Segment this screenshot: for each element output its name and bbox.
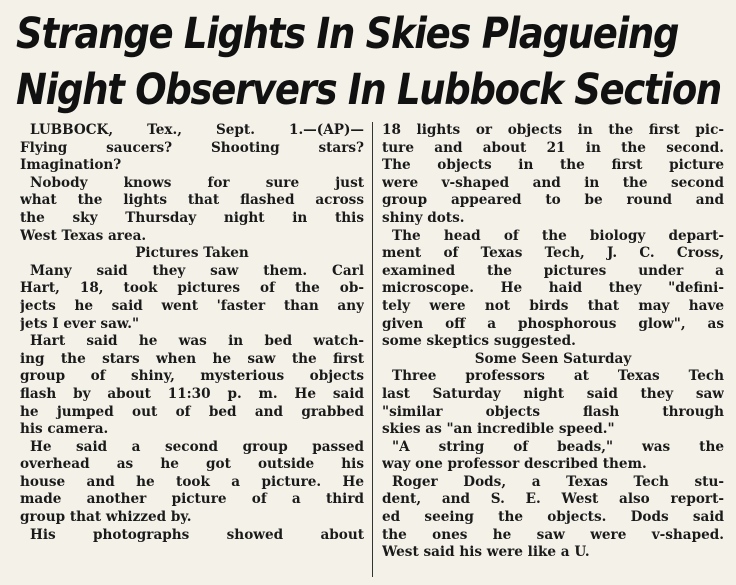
article-text-line: "A string of beads," was the [392,438,724,455]
article-text-line: 18 lights or objects in the first pic- [382,122,724,138]
article-text-line: were v-shaped and in the second [382,174,724,191]
article-text-line: The objects in the first picture [382,157,724,174]
article-text-line: he jumped out of bed and grabbed [20,403,364,420]
article-text-line: ture and about 21 in the second. [382,139,724,156]
article-text-line: shiny dots. [382,209,465,226]
article-text-line: ing the stars when he saw the first [20,350,364,367]
article-text-line: dent, and S. E. West also report- [382,491,724,508]
article-text-line: the sky Thursday night in this [20,209,364,226]
article-text-line: Hart said he was in bed watch- [30,333,364,350]
article-text-line: microscope. He haid they "defini- [382,280,724,297]
article-text-line: ment of Texas Tech, J. C. Cross, [382,245,724,262]
article-text-line: Flying saucers? Shooting stars? [20,139,364,156]
article-text-line: Imagination? [20,157,122,174]
article-text-line: examined the pictures under a [382,262,724,279]
article-text-line: He said a second group passed [30,438,364,455]
article-text-line: group that whizzed by. [20,509,192,526]
article-text-line: tely were not birds that may have [382,297,724,314]
article-text-line: Hart, 18, took pictures of the ob- [20,280,364,297]
article-text-line: way one professor described them. [382,456,647,473]
article-text-line: LUBBOCK, Tex., Sept. 1.—(AP)— [30,122,364,138]
article-text-line: flash by about 11:30 p. m. He said [20,385,364,402]
article-text-line: Roger Dods, a Texas Tech stu- [392,473,724,490]
article-text-line: group appeared to be round and [382,192,724,209]
article-text-line: West said his were like a U. [382,544,590,561]
article-text-line: last Saturday night said they saw [382,385,724,402]
article-text-line: West Texas area. [20,227,147,244]
article-text-line: what the lights that flashed across [20,192,364,209]
article-column-right [382,122,724,562]
article-text-line: jets I ever saw." [20,315,140,332]
column-divider [372,122,373,577]
article-text-line: jects he said went 'faster than any [20,297,364,314]
article-text-line: skies as "an incredible speed." [382,421,615,438]
article-text-line: the ones he saw were v-shaped. [382,526,724,543]
article-text-line: Three professors at Texas Tech [392,368,724,385]
article-text-line: His photographs showed about [30,526,364,543]
article-text-line: "similar objects flash through [382,403,724,420]
article-text-line: given off a phosphorous glow", as [382,315,724,332]
article-text-line: Nobody knows for sure just [30,174,364,191]
headline-line-1: Strange Lights In Skies Plagueing [16,9,679,59]
article-column-left [20,122,364,544]
article-text-line: overhead as he got outside his [20,456,364,473]
article-text-line: Many said they saw them. Carl [30,262,364,279]
article-text-line: ed seeing the objects. Dods said [382,509,724,526]
article-text-line: his camera. [20,421,109,438]
section-subhead: Pictures Taken [135,245,249,262]
headline [16,6,721,118]
section-subhead: Some Seen Saturday [474,350,632,367]
article-text-line: house and he took a picture. He [20,473,364,490]
article-text-line: some skeptics suggested. [382,333,576,350]
article-text-line: group of shiny, mysterious objects [20,368,364,385]
article-text-line: The head of the biology depart- [392,227,724,244]
headline-line-2: Night Observers In Lubbock Section [16,65,721,115]
article-text-line: made another picture of a third [20,491,364,508]
